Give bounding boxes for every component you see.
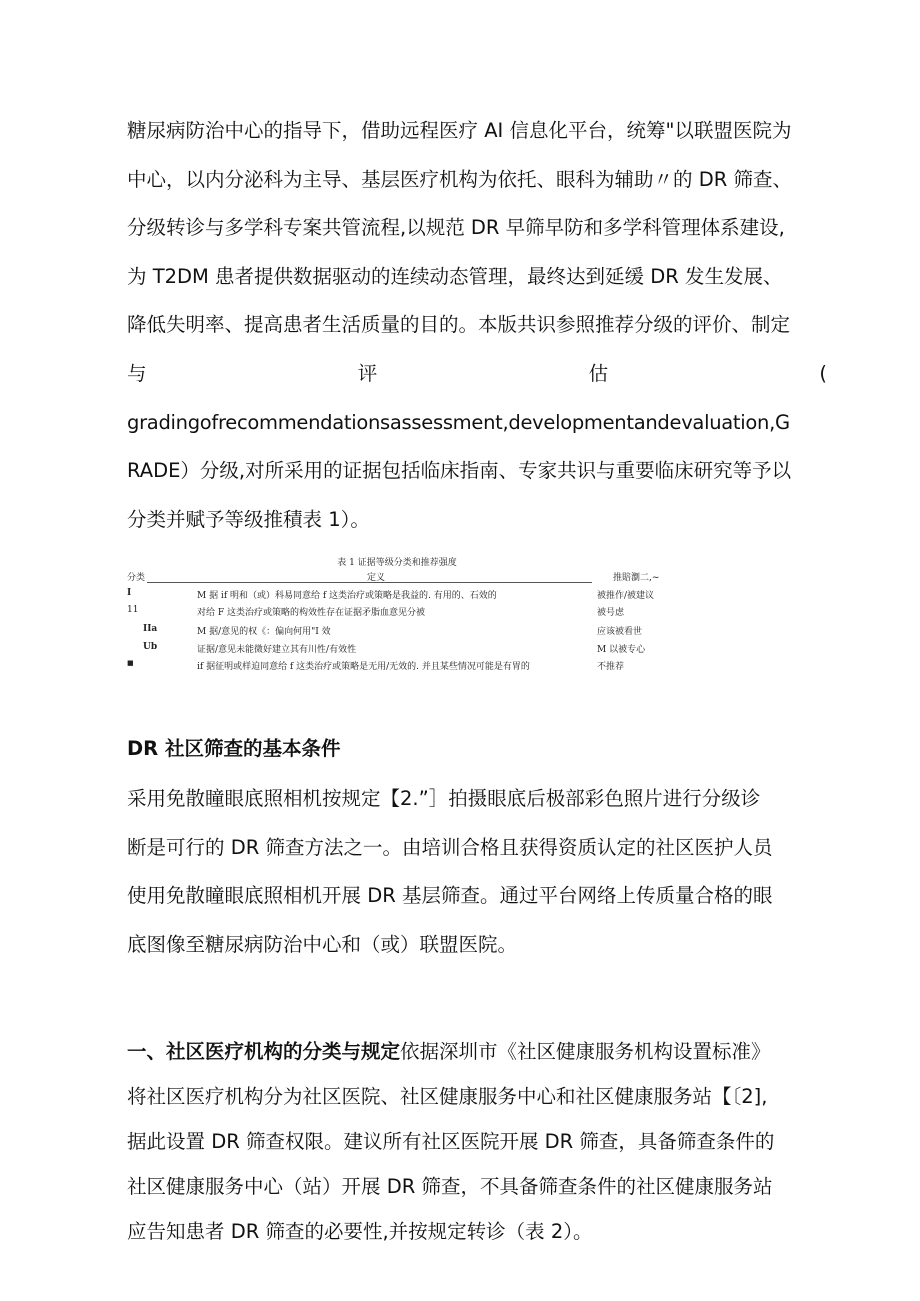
text-line: 糖尿病防治中心的指导下，借助远程医疗 AI 信息化平台，统筹"以联盟医院为 xyxy=(127,119,792,142)
screening-paragraph xyxy=(127,775,827,969)
table-header xyxy=(127,570,667,582)
evidence-grade-table xyxy=(127,555,667,675)
text-line: 使用免散瞳眼底照相机开展 DR 基层筛查。通过平台网络上传质量合格的眼 xyxy=(127,884,773,908)
text-line: 据此设置 DR 筛查权限。建议所有社区医院开展 DR 筛查，具备筛查条件的 xyxy=(127,1130,775,1153)
intro-paragraph xyxy=(127,107,827,544)
header-recommendation: 推賠瀏二,~ xyxy=(613,573,660,583)
bold-lead: 一、社区医疗机构的分类与规定 xyxy=(127,1040,401,1063)
justified-word: 评 xyxy=(357,361,378,385)
row-recommendation: M 以被专心 xyxy=(597,645,646,655)
text-line: 将社区医疗机构分为社区医院、社区健康服务中心和社区健康服务站【〔2], xyxy=(127,1085,768,1108)
row-recommendation: 应该被看世 xyxy=(597,627,643,637)
row-definition: if 据征明或样迫同意给 f 这类治疗或策略是无用/无效的. 并且某些情况可能是有胃的 xyxy=(197,662,530,672)
row-definition: M 据 if 明和（或）科易同意给 f 这类治疗或策略是我益的. 有用的、石效的 xyxy=(197,591,497,601)
row-definition: 对给 F 这类治疗或策略的构效性存在证据矛脂血意见分被 xyxy=(197,608,425,618)
row-recommendation: 被号虑 xyxy=(597,608,625,618)
table-caption: 表 1 证据等级分类和推荐强度 xyxy=(337,558,457,568)
text-line: 降低失明率、提高患者生活质量的目的。本版共识参照推荐分级的评价、制定 xyxy=(127,313,791,337)
justified-word: ( xyxy=(819,361,827,385)
lead-rest: 依据深圳市《社区健康服务机构设置标准》 xyxy=(400,1040,771,1063)
justified-word: 估 xyxy=(588,361,609,385)
row-grade: ■ xyxy=(127,659,134,667)
text-line: 社区健康服务中心（站）开展 DR 筛查，不具备筛查条件的社区健康服务站 xyxy=(127,1175,773,1198)
text-line: 底图像至糖尿病防治中心和（或）联盟医院。 xyxy=(127,932,518,956)
text-line: gradingofrecommendationsassessment,developmentandevaluation,G xyxy=(127,410,790,434)
table-row xyxy=(127,588,667,600)
justified-line xyxy=(127,350,827,399)
row-grade: I xyxy=(127,588,132,598)
institution-paragraph xyxy=(127,1029,827,1254)
text-line: 应告知患者 DR 筛查的必要性,并按规定转诊（表 2）。 xyxy=(127,1220,593,1243)
table-row xyxy=(127,605,667,617)
table-rule xyxy=(147,582,592,583)
text-line: 采用免散瞳眼底照相机按规定【2.”］拍摄眼底后极部彩色照片进行分级诊 xyxy=(127,787,761,810)
text-line: 分级转诊与多学科专案共管流程,以规范 DR 早筛早防和多学科管理体系建设, xyxy=(127,216,785,240)
table-row xyxy=(127,624,667,636)
text-line: RADE）分级,对所采用的证据包括临床指南、专家共识与重要临床研究等予以 xyxy=(127,459,792,483)
text-line: 中心，以内分泌科为主导、基层医疗机构为依托、眼科为辅助〃的 DR 筛查、 xyxy=(127,167,792,191)
row-definition: 证据/意见未能微好建立其有川性/有效性 xyxy=(197,645,357,655)
row-recommendation: 不推荐 xyxy=(597,662,625,672)
text-line: 分类并赋予等级推積表 1）。 xyxy=(127,507,370,531)
text-line: 断是可行的 DR 筛查方法之一。由培训合格且获得资质认定的社区医护人员 xyxy=(127,835,773,859)
text-line: 为 T2DM 患者提供数据驱动的连续动态管理，最终达到延缓 DR 发生发展、 xyxy=(127,264,783,288)
text-line xyxy=(127,1029,827,1074)
table-row xyxy=(127,642,667,654)
row-grade: 11 xyxy=(127,605,139,615)
table-row xyxy=(127,659,667,671)
row-grade: Ub xyxy=(143,642,158,652)
section-heading: DR 社区筛查的基本条件 xyxy=(127,737,341,760)
header-grade: 分类 xyxy=(127,573,146,583)
justified-word: 与 xyxy=(127,361,147,385)
row-recommendation: 被推作/被建议 xyxy=(597,591,655,601)
row-grade: IIa xyxy=(143,624,158,634)
header-definition: 定义 xyxy=(367,573,386,583)
row-definition: M 据/意见的权《：偏向何用"I 效 xyxy=(197,627,331,637)
